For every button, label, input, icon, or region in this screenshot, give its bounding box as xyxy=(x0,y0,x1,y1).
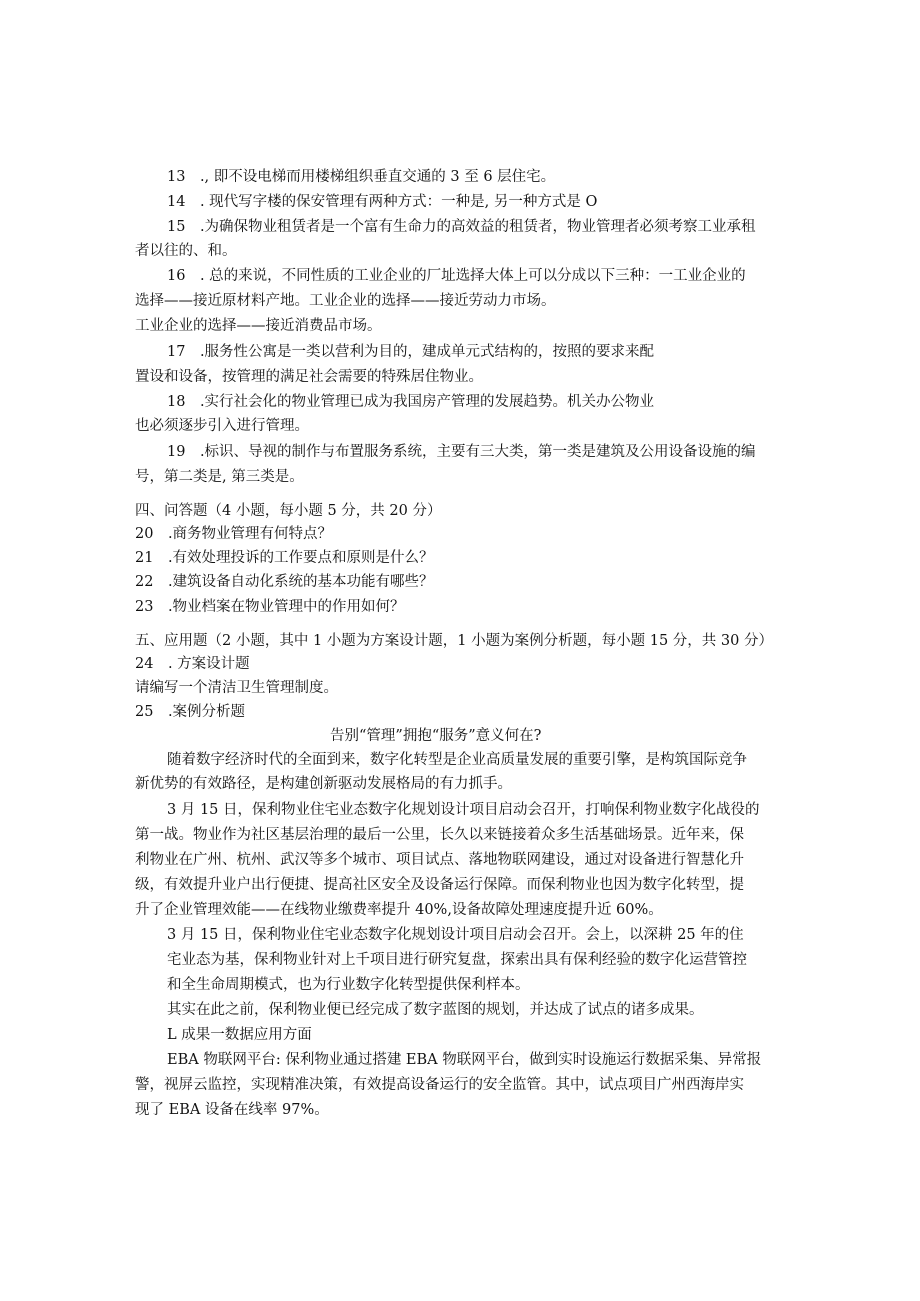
case-title: 告别“管理”拥抱“服务”意义何在? xyxy=(330,728,542,744)
case-para-1-cont: 新优势的有效路径，是构建创新驱动发展格局的有力抓手。 xyxy=(135,776,512,792)
case-para-2: 3 月 15 日，保利物业住宅业态数字化规划设计项目启动会召开，打响保利物业数字化战役的 xyxy=(167,802,760,818)
section-five-heading: 五、应用题（2 小题，其中 1 小题为方案设计题，1 小题为案例分析题，每小题 15 分，共 30 分） xyxy=(135,633,773,649)
question-25: 25 .案例分析题 xyxy=(135,704,246,720)
question-15: 15 .为确保物业租赁者是一个富有生命力的高效益的租赁者，物业管理者必须考察工业承租 xyxy=(167,219,756,235)
question-16-cont: 选择——接近原材料产地。工业企业的选择——接近劳动力市场。 xyxy=(135,293,556,309)
question-17: 17 .服务性公寓是一类以营利为目的，建成单元式结构的，按照的要求来配 xyxy=(167,344,655,360)
section-four-heading: 四、问答题（4 小题，每小题 5 分，共 20 分） xyxy=(135,503,442,519)
question-18-cont: 也必须逐步引入进行管理。 xyxy=(135,418,309,434)
case-para-5: EBA 物联网平台: 保利物业通过搭建 EBA 物联网平台，做到实时设施运行数据采集、异常报 xyxy=(167,1052,762,1068)
question-21: 21 .有效处理投诉的工作要点和原则是什么？ xyxy=(135,550,434,566)
question-20: 20 .商务物业管理有何特点？ xyxy=(135,526,333,542)
case-para-2-cont2: 利物业在广州、杭州、武汉等多个城市、项目试点、落地物联网建设，通过对设备进行智慧化升 xyxy=(135,852,744,868)
question-15-cont: 者以往的、和。 xyxy=(135,243,237,259)
question-19: 19 .标识、导视的制作与布置服务系统，主要有三大类，第一类是建筑及公用设备设施的编 xyxy=(167,444,756,460)
question-22: 22 .建筑设备自动化系统的基本功能有哪些？ xyxy=(135,574,434,590)
question-13: 13 ., 即不设电梯而用楼梯组织垂直交通的 3 至 6 层住宅。 xyxy=(167,169,556,185)
question-19-cont: 号，第二类是, 第三类是。 xyxy=(135,469,304,485)
question-16-cont2: 工业企业的选择——接近消费品市场。 xyxy=(135,318,382,334)
question-24-prompt: 请编写一个清洁卫生管理制度。 xyxy=(135,680,338,696)
case-para-3-cont1: 宅业态为基，保利物业针对上千项目进行研究复盘，探索出具有保利经验的数字化运营管控 xyxy=(167,952,747,968)
case-para-2-cont4: 升了企业管理效能——在线物业缴费率提升 40%,设备故障处理速度提升近 60%。 xyxy=(135,902,663,918)
case-para-1: 随着数字经济时代的全面到来，数字化转型是企业高质量发展的重要引擎，是构筑国际竞争 xyxy=(167,752,747,768)
case-subheading: L 成果一数据应用方面 xyxy=(167,1027,312,1043)
question-18: 18 .实行社会化的物业管理已成为我国房产管理的发展趋势。机关办公物业 xyxy=(167,394,655,410)
question-14: 14 . 现代写字楼的保安管理有两种方式：一种是, 另一种方式是 O xyxy=(167,194,598,210)
case-para-4: 其实在此之前，保利物业便已经完成了数字蓝图的规划，并达成了试点的诸多成果。 xyxy=(167,1002,704,1018)
case-para-2-cont1: 第一战。物业作为社区基层治理的最后一公里，长久以来链接着众多生活基础场景。近年来，保 xyxy=(135,827,744,843)
question-16: 16 . 总的来说，不同性质的工业企业的厂址选择大体上可以分成以下三种：一工业企业的 xyxy=(167,268,746,284)
question-17-cont: 置设和设备，按管理的满足社会需要的特殊居住物业。 xyxy=(135,369,483,385)
case-para-2-cont3: 级，有效提升业户出行便捷、提高社区安全及设备运行保障。而保利物业也因为数字化转型，提 xyxy=(135,877,744,893)
case-para-3-cont2: 和全生命周期模式，也为行业数字化转型提供保利样本。 xyxy=(167,977,530,993)
case-para-5-cont1: 警，视屏云监控，实现精准决策，有效提高设备运行的安全监管。其中，试点项目广州西海岸实 xyxy=(135,1077,744,1093)
case-para-3: 3 月 15 日，保利物业住宅业态数字化规划设计项目启动会召开。会上，以深耕 25 年的住 xyxy=(167,927,744,943)
question-23: 23 .物业档案在物业管理中的作用如何？ xyxy=(135,599,405,615)
question-24: 24 . 方案设计题 xyxy=(135,656,250,672)
case-para-5-cont2: 现了 EBA 设备在线率 97%。 xyxy=(135,1102,329,1118)
